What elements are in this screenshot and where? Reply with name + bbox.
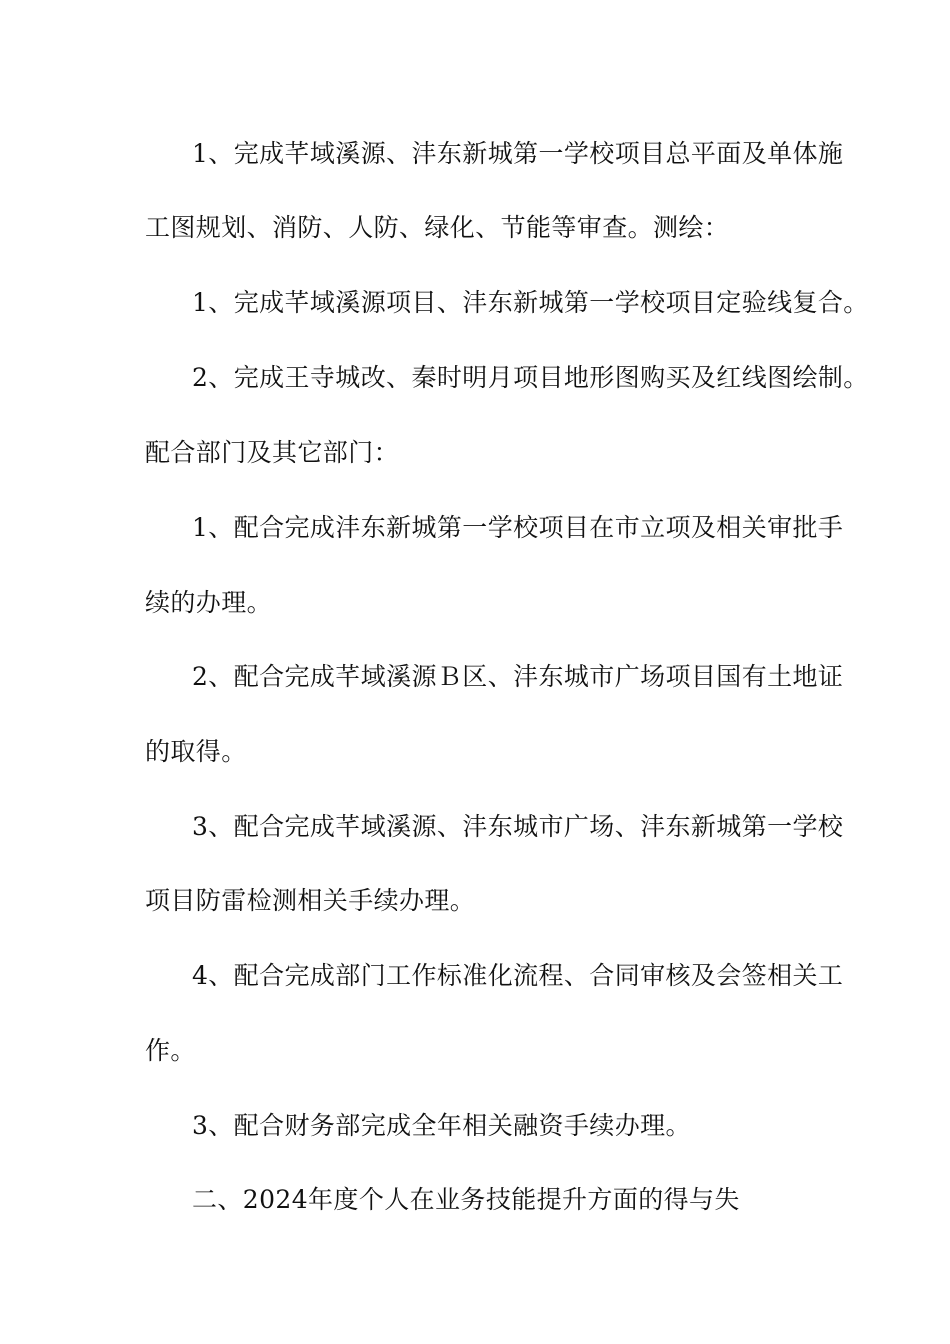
- paragraph-line: 2、配合完成芊域溪源Ｂ区、沣东城市广场项目国有土地证: [192, 662, 844, 691]
- paragraph-line: 3、配合完成芊域溪源、沣东城市广场、沣东新城第一学校: [192, 812, 844, 841]
- paragraph-line: 1、完成芊域溪源、沣东新城第一学校项目总平面及单体施: [192, 139, 844, 168]
- paragraph-line: 项目防雷检测相关手续办理。: [145, 886, 476, 915]
- paragraph-line: 续的办理。: [145, 588, 273, 617]
- paragraph-line: 4、配合完成部门工作标准化流程、合同审核及会签相关工: [192, 961, 844, 990]
- section-heading: 配合部门及其它部门：: [145, 438, 400, 467]
- paragraph-line: 工图规划、消防、人防、绿化、节能等审查。测绘：: [145, 213, 730, 242]
- section-heading: 二、2024年度个人在业务技能提升方面的得与失: [192, 1185, 740, 1214]
- paragraph-line: 2、完成王寺城改、秦时明月项目地形图购买及红线图绘制。: [192, 363, 869, 392]
- paragraph-line: 3、配合财务部完成全年相关融资手续办理。: [192, 1111, 691, 1140]
- paragraph-line: 作。: [145, 1036, 196, 1065]
- paragraph-line: 1、配合完成沣东新城第一学校项目在市立项及相关审批手: [192, 513, 844, 542]
- paragraph-line: 的取得。: [145, 737, 247, 766]
- paragraph-line: 1、完成芊域溪源项目、沣东新城第一学校项目定验线复合。: [192, 288, 869, 317]
